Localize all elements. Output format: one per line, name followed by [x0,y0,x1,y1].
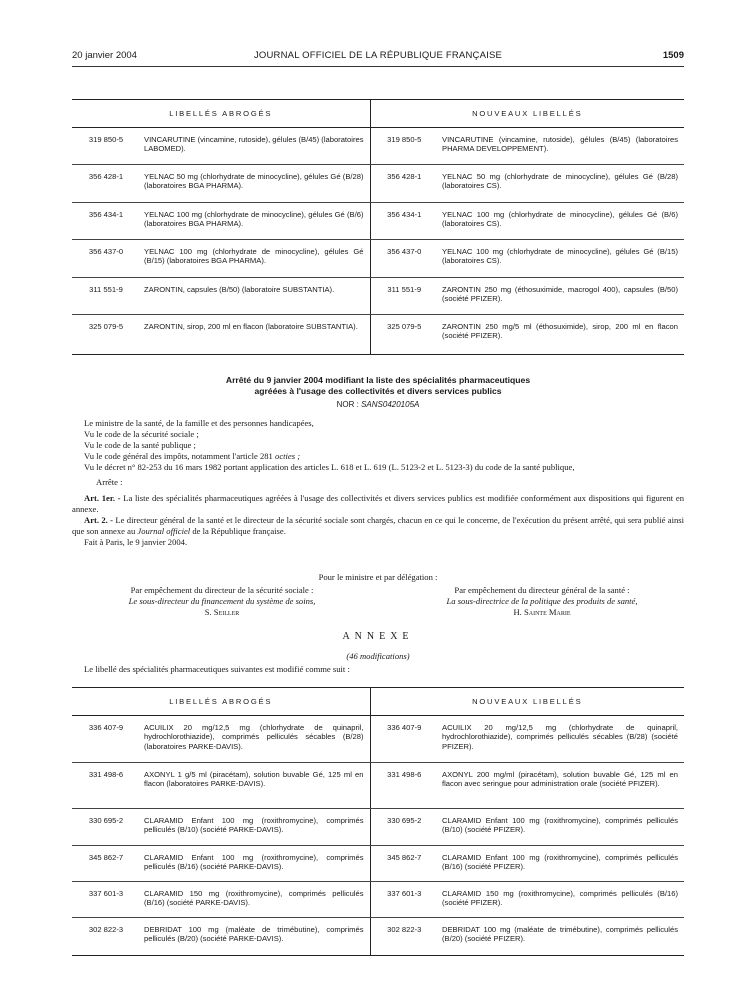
table-row [72,315,684,355]
decree-title [72,375,684,397]
header-new-labels: NOUVEAUX LIBELLÉS [370,688,684,716]
new-label: YELNAC 50 mg (chlorhydrate de minocycline), gélules Gé (B/28) (laboratoires CS). [438,165,684,203]
new-label: YELNAC 100 mg (chlorhydrate de minocycline), gélules Gé (B/15) (laboratoires CS). [438,240,684,278]
table-row [72,809,684,846]
decree-title-line-1: Arrêté du 9 janvier 2004 modifiant la liste des spécialités pharmaceutiques [225,375,531,385]
decree-title-line-2: agréées à l'usage des collectivités et divers services publics [254,386,502,396]
table-row [72,128,684,165]
preamble-vu: Vu le code général des impôts, notamment l'article 281 octies ; [84,451,301,462]
header-new-labels: NOUVEAUX LIBELLÉS [370,100,684,128]
new-label: YELNAC 100 mg (chlorhydrate de minocycline), gélules Gé (B/6) (laboratoires CS). [438,203,684,240]
header-journal-title: JOURNAL OFFICIEL DE LA RÉPUBLIQUE FRANÇAISE [253,50,503,61]
old-label: ZARONTIN, capsules (B/50) (laboratoire SUBSTANTIA). [140,278,370,315]
delegation-line: Pour le ministre et par délégation : [318,572,438,582]
new-code: 356 434-1 [370,203,438,240]
header-page-number: 1509 [662,50,684,61]
table-row [72,240,684,278]
table-row [72,882,684,918]
old-label: AXONYL 1 g/5 ml (piracétam), solution buvable Gé, 125 ml en flacon (laboratoires PARKE-DAVIS). [140,763,370,809]
new-code: 331 498-6 [370,763,438,809]
old-code: 356 434-1 [72,203,140,240]
new-label: ACUILIX 20 mg/12,5 mg (chlorhydrate de quinapril, hydrochlorothiazide), comprimés pelliculés sécables (B/28) (société PFIZER). [438,716,684,763]
header-date: 20 janvier 2004 [72,50,137,61]
signature-right: Par empêchement du directeur général de la santé : La sous-directrice de la politique des produits de santé, H. Sainte Marie [446,585,638,618]
new-code: 337 601-3 [370,882,438,918]
annex-intro: Le libellé des spécialités pharmaceutiques suivantes est modifié comme suit : [84,664,350,674]
nor-label: NOR : [336,400,359,409]
new-code: 330 695-2 [370,809,438,846]
old-code: 325 079-5 [72,315,140,355]
arrete: Arrête : [96,477,123,488]
header-old-labels: LIBELLÉS ABROGÉS [72,100,370,128]
nor-code: SANS0420105A [361,400,420,409]
new-label: DEBRIDAT 100 mg (maléate de trimébutine), comprimés pelliculés (B/20) (société PFIZER). [438,918,684,956]
new-code: 311 551-9 [370,278,438,315]
new-code: 325 079-5 [370,315,438,355]
table-row [72,763,684,809]
table-row [72,278,684,315]
table-row [72,716,684,763]
running-header [72,50,684,64]
new-label: ZARONTIN 250 mg (éthosuximide, macrogol 400), capsules (B/50) (société PFIZER). [438,278,684,315]
old-code: 337 601-3 [72,882,140,918]
done-at-paris: Fait à Paris, le 9 janvier 2004. [84,536,188,547]
table-row [72,203,684,240]
new-label: CLARAMID 150 mg (roxithromycine), comprimés pelliculés (B/16) (société PFIZER). [438,882,684,918]
old-label: YELNAC 100 mg (chlorhydrate de minocycline), gélules Gé (B/6) (laboratoires BGA PHARMA). [140,203,370,240]
old-label: CLARAMID Enfant 100 mg (roxithromycine), comprimés pelliculés (B/16) (société PARKE-DAVIS). [140,846,370,882]
signature-left: Par empêchement du directeur de la sécurité sociale : Le sous-directeur du financement du système de soins, S. Seiller [128,585,316,618]
revisions-table-2 [72,687,684,956]
new-code: 302 822-3 [370,918,438,956]
new-label: ZARONTIN 250 mg/5 ml (éthosuximide), sirop, 200 ml en flacon (société PFIZER). [438,315,684,355]
old-code: 302 822-3 [72,918,140,956]
nor-reference [72,400,684,409]
new-code: 356 437-0 [370,240,438,278]
old-code: 336 407-9 [72,716,140,763]
old-code: 356 428-1 [72,165,140,203]
new-code: 336 407-9 [370,716,438,763]
new-label: CLARAMID Enfant 100 mg (roxithromycine), comprimés pelliculés (B/16) (société PFIZER). [438,846,684,882]
old-label: CLARAMID 150 mg (roxithromycine), comprimés pelliculés (B/16) (société PARKE-DAVIS). [140,882,370,918]
decree-preamble [72,418,684,548]
preamble-vu: Vu le code de la sécurité sociale ; [84,429,199,440]
new-label: CLARAMID Enfant 100 mg (roxithromycine), comprimés pelliculés (B/10) (société PFIZER). [438,809,684,846]
article-2: Art. 2. - Le directeur général de la santé et le directeur de la sécurité sociale sont chargés, chacun en ce qui le concerne, de l'exécution du présent arrêté, qui sera publié ainsi que son annexe au Journal officiel de la République française. [72,514,684,536]
article-1: Art. 1er. - La liste des spécialités pharmaceutiques agréées à l'usage des collectivités et divers services publics est modifiée conformément aux dispositions qui figurent en annexe. [72,492,684,514]
old-label: VINCARUTINE (vincamine, rutoside), gélules (B/45) (laboratoires LABOMED). [140,128,370,165]
new-code: 319 850-5 [370,128,438,165]
old-code: 330 695-2 [72,809,140,846]
table-row [72,918,684,956]
header-old-labels: LIBELLÉS ABROGÉS [72,688,370,716]
old-label: ZARONTIN, sirop, 200 ml en flacon (laboratoire SUBSTANTIA). [140,315,370,355]
annexe-heading: ANNEXE [342,631,414,642]
old-code: 331 498-6 [72,763,140,809]
new-label: VINCARUTINE (vincamine, rutoside), gélules (B/45) (laboratoires PHARMA DEVELOPPEMENT). [438,128,684,165]
old-label: YELNAC 100 mg (chlorhydrate de minocycline), gélules Gé (B/15) (laboratoires BGA PHARMA). [140,240,370,278]
preamble-vu: Vu le code de la santé publique ; [84,440,196,451]
new-label: AXONYL 200 mg/ml (piracétam), solution buvable Gé, 125 ml en flacon avec seringue pour administration orale (société PFIZER). [438,763,684,809]
new-code: 345 862-7 [370,846,438,882]
header-rule [72,66,684,67]
old-code: 319 850-5 [72,128,140,165]
old-label: ACUILIX 20 mg/12,5 mg (chlorhydrate de quinapril, hydrochlorothiazide), comprimés pelliculés sécables (B/28) (laboratoires PARKE-DAVIS). [140,716,370,763]
new-code: 356 428-1 [370,165,438,203]
table-row [72,846,684,882]
table-row [72,165,684,203]
revisions-table-1 [72,99,684,355]
old-label: YELNAC 50 mg (chlorhydrate de minocycline), gélules Gé (B/28) (laboratoires BGA PHARMA). [140,165,370,203]
old-code: 356 437-0 [72,240,140,278]
preamble-minister: Le ministre de la santé, de la famille et des personnes handicapées, [84,418,314,428]
preamble-vu: Vu le décret n° 82-253 du 16 mars 1982 portant application des articles L. 618 et L. 619 (L. 5123-2 et L. 5123-3) du code de la santé publique, [84,462,575,473]
modifications-count: (46 modifications) [346,651,410,661]
old-code: 345 862-7 [72,846,140,882]
old-code: 311 551-9 [72,278,140,315]
old-label: CLARAMID Enfant 100 mg (roxithromycine), comprimés pelliculés (B/10) (société PARKE-DAVIS). [140,809,370,846]
old-label: DEBRIDAT 100 mg (maléate de trimébutine), comprimés pelliculés (B/20) (société PARKE-DAVIS). [140,918,370,956]
